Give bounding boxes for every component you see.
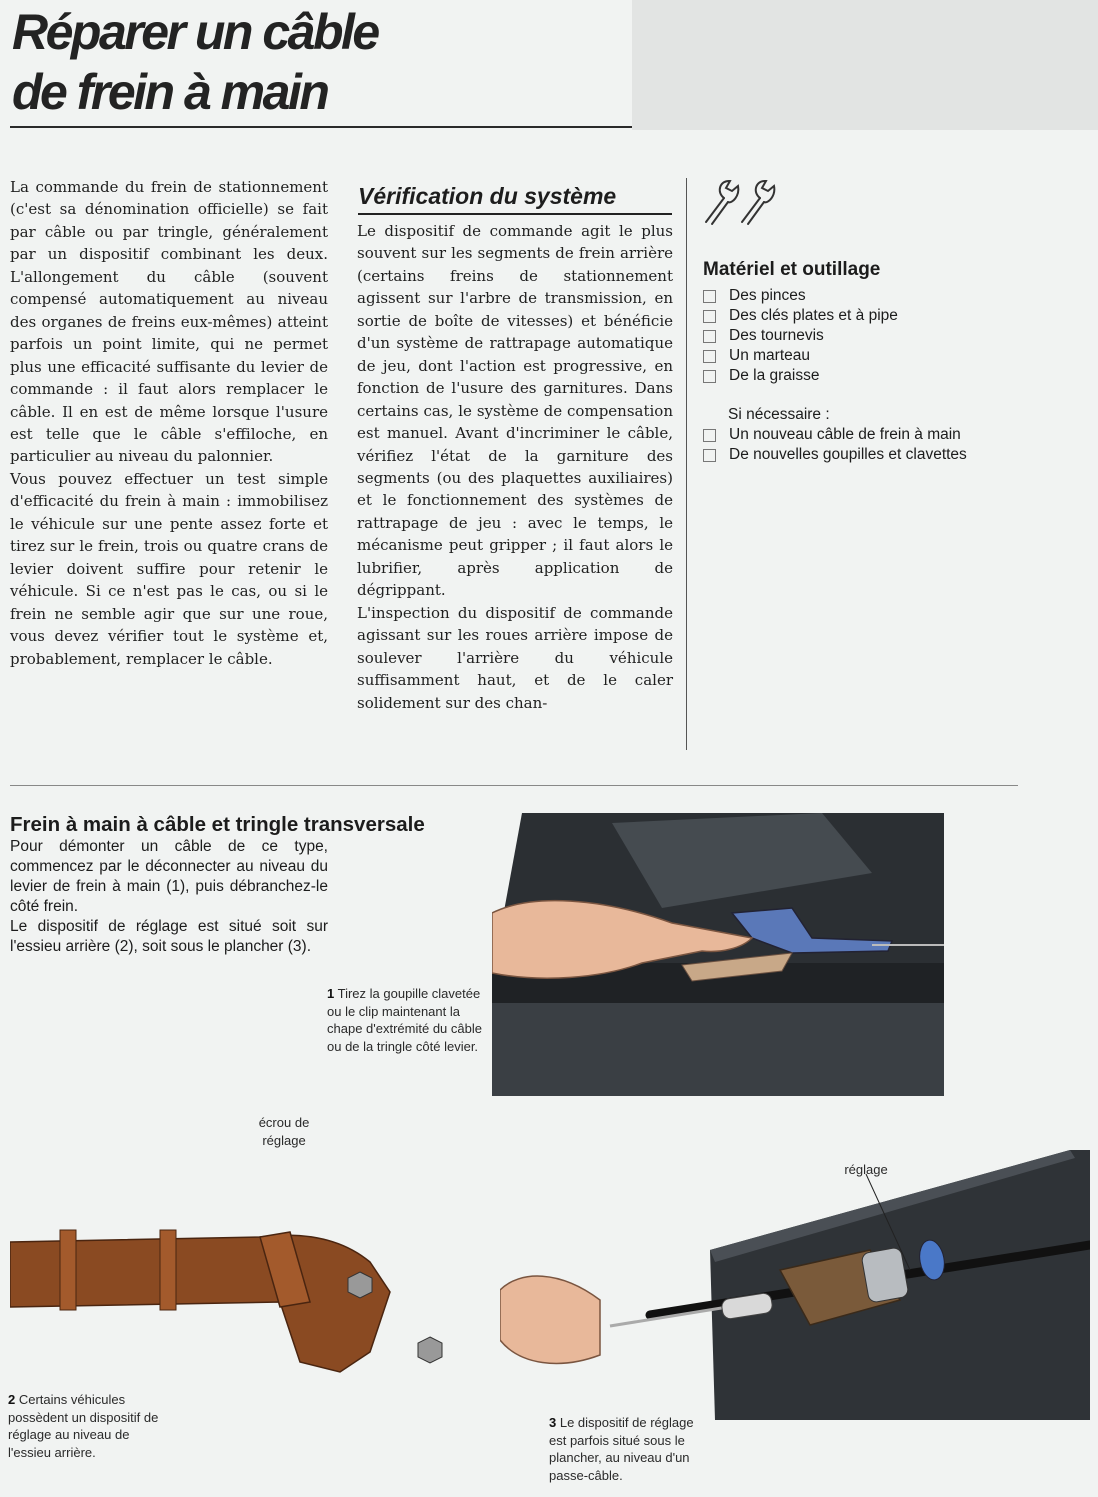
caption-text: Le dispositif de réglage est parfois situé sous le plancher, au niveau d'un passe-câble.	[549, 1415, 694, 1483]
material-item	[703, 326, 1093, 346]
material-label: De la graisse	[729, 367, 820, 384]
caption-2	[8, 1391, 168, 1461]
page-title-line-1: Réparer un câble	[12, 4, 378, 60]
caption-3	[549, 1414, 709, 1484]
verification-paragraph-1: Le dispositif de commande agit le plus souvent sur les segments de frein arrière (certains freins de stationnement agissent sur l'arbre de transmission, en sortie de boîte de vitesses) et bénéficie d'un système de rattrapage automatique de jeu, dont l'action est progressive, en fonction de l'usure des garnitures. Dans certains cas, le système de compensation est manuel. Avant d'incriminer le câble, vérifiez l'état de la garniture des segments (ou des plaquettes auxiliaires) et le fonctionnement des systèmes de rattrapage de jeu : avec le temps, le mécanisme peut gripper ; il faut alors le lubrifier, après application de dégrippant.	[357, 222, 673, 600]
materials-box	[703, 258, 1093, 465]
title-rule	[10, 126, 632, 128]
checkbox[interactable]	[703, 370, 716, 383]
wrench-icon	[702, 178, 786, 231]
material-label: Un marteau	[729, 347, 810, 364]
verification-heading: Vérification du système	[358, 181, 672, 215]
section2-paragraph-2: Le dispositif de réglage est situé soit sur l'essieu arrière (2), soit sous le plancher (3).	[10, 918, 328, 955]
caption-number: 1	[327, 986, 335, 1001]
material-item	[703, 425, 1093, 445]
verification-column	[357, 220, 673, 714]
caption-text: Tirez la goupille clavetée ou le clip maintenant la chape d'extrémité du câble ou de la tringle côté levier.	[327, 986, 482, 1054]
intro-paragraph-1: La commande du frein de stationnement (c'est sa dénomination officielle) se fait par câble ou par tringle, généralement par un dispositif combinant les deux. L'allongement du câble (souvent compensé automatiquement au niveau des organes de freins eux-mêmes) atteint parfois un point limite, qui ne permet plus une efficacité suffisante du levier de commande : il faut alors remplacer le câble. Il en est de même lorsque l'usure est telle que le câble s'effiloche, en particulier au niveau du palonnier.	[10, 178, 328, 466]
material-label: Des clés plates et à pipe	[729, 307, 898, 324]
section2-heading: Frein à main à câble et tringle transversale	[10, 813, 425, 836]
material-item	[703, 286, 1093, 306]
materials-optional-label: Si nécessaire :	[728, 406, 830, 423]
section-rule	[10, 785, 1018, 786]
materials-title: Matériel et outillage	[703, 259, 881, 280]
checkbox[interactable]	[703, 429, 716, 442]
material-item	[703, 366, 1093, 386]
material-item	[703, 445, 1093, 465]
material-item	[703, 346, 1093, 366]
section2-body	[10, 837, 328, 957]
page-title	[12, 2, 378, 122]
checkbox[interactable]	[703, 350, 716, 363]
underfloor-adjuster-illustration	[500, 1150, 1090, 1420]
material-label: Des pinces	[729, 287, 806, 304]
caption-number: 3	[549, 1415, 557, 1430]
material-label: Un nouveau câble de frein à main	[729, 426, 961, 443]
callout-adjusting-nut: écrou de réglage	[258, 1115, 310, 1148]
checkbox[interactable]	[703, 290, 716, 303]
column-divider	[686, 178, 687, 750]
material-label: De nouvelles goupilles et clavettes	[729, 446, 967, 463]
material-label: Des tournevis	[729, 327, 824, 344]
checkbox[interactable]	[703, 330, 716, 343]
material-item	[703, 306, 1093, 326]
intro-column	[10, 176, 328, 670]
page-title-line-2: de frein à main	[12, 64, 328, 120]
header-gray-tab	[632, 0, 1098, 130]
intro-paragraph-2: Vous pouvez effectuer un test simple d'efficacité du frein à main : immobilisez le véhicule sur une pente assez forte et tirez sur le frein, trois ou quatre crans de levier doivent suffire pour retenir le véhicule. Si ce n'est pas le cas, ou si le frein ne semble agir que sur une roue, vous devez vérifier tout le système et, probablement, remplacer le câble.	[10, 469, 328, 668]
callout-adjuster: réglage	[844, 1162, 888, 1177]
section2-paragraph-1: Pour démonter un câble de ce type, commencez par le déconnecter au niveau du levier de frein à main (1), puis débranchez-le côté frein.	[10, 838, 328, 915]
caption-1	[327, 985, 493, 1055]
caption-number: 2	[8, 1392, 16, 1407]
verification-paragraph-2: L'inspection du dispositif de commande agissant sur les roues arrière impose de soulever l'arrière du véhicule suffisamment haut, et de le caler solidement sur des chan-	[357, 603, 673, 712]
caption-text: Certains véhicules possèdent un dispositif de réglage au niveau de l'essieu arrière.	[8, 1392, 159, 1460]
checkbox[interactable]	[703, 449, 716, 462]
checkbox[interactable]	[703, 310, 716, 323]
handbrake-lever-illustration	[492, 813, 944, 1096]
rear-axle-illustration	[10, 1112, 465, 1392]
